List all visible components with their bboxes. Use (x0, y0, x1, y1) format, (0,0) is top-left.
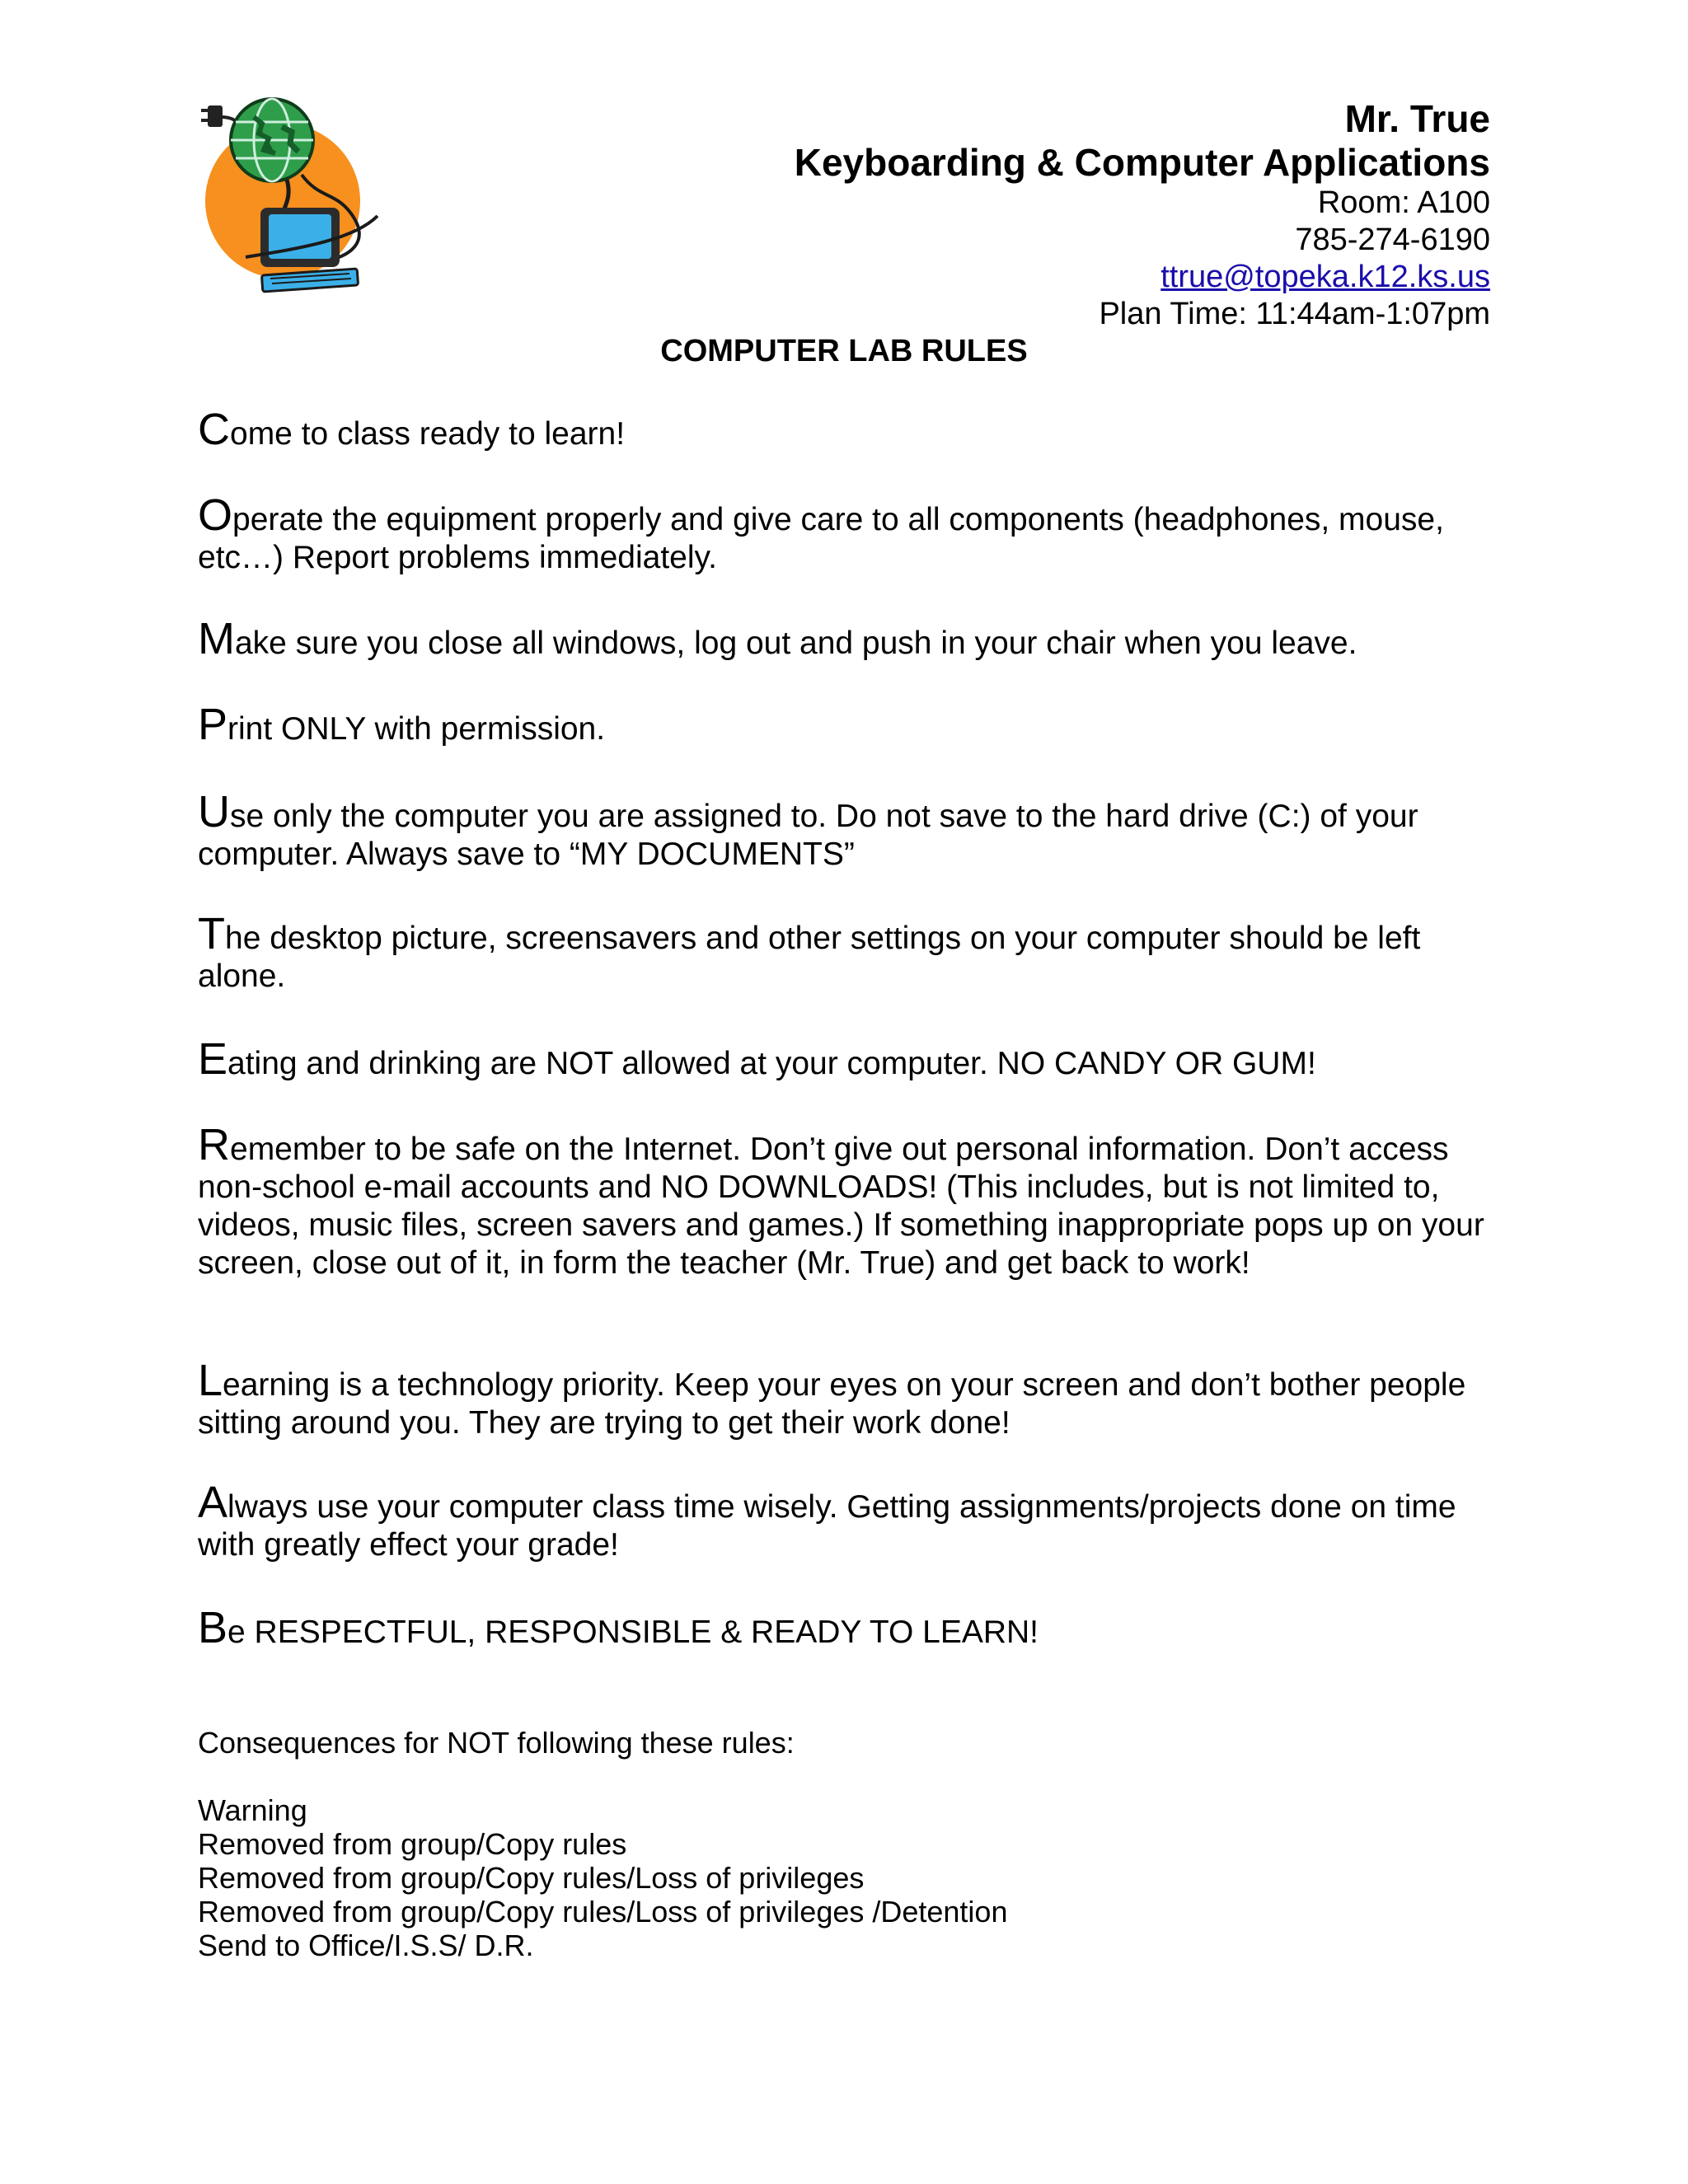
phone: 785-274-6190 (1295, 223, 1490, 257)
rule-item (198, 405, 1500, 454)
rule-text: earning is a technology priority. Keep your eyes on your screen and don’t bother people sitting around you. They are trying to get their work done! (198, 1367, 1466, 1441)
rule-item (198, 1478, 1500, 1564)
consequence-item: Removed from group/Copy rules/Loss of privileges (198, 1861, 865, 1895)
rule-initial: C (198, 405, 230, 454)
rule-initial: P (198, 700, 228, 749)
rule-text: e RESPECTFUL, RESPONSIBLE & READY TO LEARN! (227, 1615, 1039, 1650)
page-title: COMPUTER LAB RULES (660, 334, 1028, 368)
rule-item (198, 909, 1500, 996)
consequence-item: Send to Office/I.S.S/ D.R. (198, 1929, 534, 1962)
rule-initial: M (198, 614, 235, 663)
rule-item (198, 1356, 1500, 1442)
rule-text: se only the computer you are assigned to. Do not save to the hard drive (C:) of your computer. Always save to “MY DOCUMENTS” (198, 799, 1418, 872)
rule-initial: B (198, 1603, 228, 1652)
rule-text: lways use your computer class time wisely. Getting assignments/projects done on time with greatly effect your grade! (198, 1489, 1456, 1563)
rule-initial: O (198, 490, 233, 540)
room: Room: A100 (1317, 185, 1490, 220)
teacher-name: Mr. True (1344, 97, 1490, 140)
consequence-item: Removed from group/Copy rules (198, 1827, 627, 1861)
rule-item (198, 490, 1500, 577)
rule-text: rint ONLY with permission. (227, 711, 606, 747)
consequence-item: Removed from group/Copy rules/Loss of privileges /Detention (198, 1895, 1008, 1929)
header-block (419, 97, 1490, 333)
rule-initial: E (198, 1034, 228, 1084)
rule-initial: A (198, 1478, 228, 1527)
rule-text: ake sure you close all windows, log out and push in your chair when you leave. (234, 626, 1357, 661)
plan-time: Plan Time: 11:44am-1:07pm (1099, 297, 1490, 331)
rule-item (198, 1603, 1500, 1652)
rule-text: ome to class ready to learn! (230, 416, 626, 452)
rule-item (198, 1034, 1500, 1084)
rule-text: emember to be safe on the Internet. Don’t give out personal information. Don’t access non-school e-mail accounts and NO DOWNLOADS! (This includes, but is not limited to, videos, music files, screen savers and games.) If something inappropriate pops up on your screen, close out of it, in form the teacher (Mr. True) and get back to work! (198, 1132, 1484, 1281)
course-name: Keyboarding & Computer Applications (794, 141, 1490, 184)
globe-computer-icon (196, 92, 387, 297)
email-link[interactable]: ttrue@topeka.k12.ks.us (1160, 260, 1490, 294)
rule-initial: T (198, 909, 225, 958)
consequences-list (198, 1793, 1500, 1962)
rule-item (198, 700, 1500, 749)
rule-item (198, 1120, 1500, 1282)
rule-initial: U (198, 787, 230, 837)
rule-text: perate the equipment properly and give care to all components (headphones, mouse, etc…) Report problems immediately. (198, 502, 1444, 575)
rule-item (198, 787, 1500, 874)
consequence-item: Warning (198, 1793, 307, 1827)
rule-initial: R (198, 1120, 230, 1169)
rule-initial: L (198, 1356, 223, 1405)
rule-item (198, 614, 1500, 663)
consequences-heading: Consequences for NOT following these rules: (198, 1726, 795, 1760)
rule-text: ating and drinking are NOT allowed at your computer. NO CANDY OR GUM! (227, 1046, 1316, 1081)
rule-text: he desktop picture, screensavers and other settings on your computer should be left alone. (198, 921, 1421, 994)
